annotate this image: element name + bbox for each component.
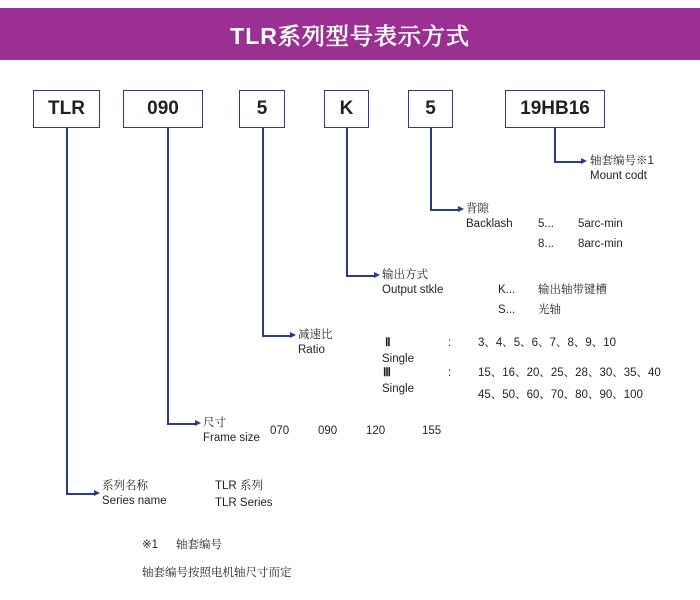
- leader-series-name-horizontal: [66, 493, 94, 495]
- leader-mount-code-horizontal: [554, 161, 581, 163]
- output-style-option-0-desc: 输出轴带键槽: [538, 284, 607, 296]
- leader-output-style-arrow: [374, 272, 380, 278]
- code-box-frame-size: [123, 90, 203, 128]
- code-box-mount-code-value: 19HB16: [520, 98, 590, 119]
- callout-ratio: [298, 328, 333, 358]
- leader-ratio-arrow: [290, 332, 296, 338]
- callout-frame-size-en: Frame size: [203, 432, 260, 444]
- ratio-row-1-values-line2: 45、50、60、70、80、90、100: [478, 389, 643, 401]
- ratio-row-0-colon: :: [448, 337, 452, 349]
- code-box-mount-code: [505, 90, 605, 128]
- backlash-option-1-desc: 8arc-min: [578, 238, 623, 250]
- callout-frame-size: [203, 416, 260, 446]
- frame-size-value-0: 070: [270, 425, 290, 437]
- code-box-ratio-value: 5: [256, 98, 268, 119]
- leader-mount-code-vertical: [554, 128, 556, 162]
- leader-frame-size-horizontal: [167, 423, 195, 425]
- footnote-line-1: 轴套编号: [176, 539, 222, 551]
- callout-series-name: [102, 479, 167, 509]
- code-box-frame-size-value: 090: [147, 98, 179, 119]
- footnote-marker: ※1: [142, 539, 159, 551]
- ratio-row-0-values: 3、4、5、6、7、8、9、10: [478, 337, 617, 349]
- code-box-output-style: [324, 90, 369, 128]
- leader-output-style-horizontal: [346, 275, 374, 277]
- series-name-value-en: TLR Series: [215, 497, 273, 509]
- leader-ratio-vertical: [262, 128, 264, 336]
- page-title: TLR系列型号表示方式: [230, 22, 470, 49]
- callout-backlash-cn: 背隙: [466, 203, 489, 215]
- page-title-bar: [0, 8, 700, 60]
- frame-size-value-3: 155: [422, 425, 442, 437]
- code-box-output-style-value: K: [339, 98, 354, 119]
- backlash-option-0-code: 5...: [538, 218, 554, 230]
- callout-output-style: [382, 268, 443, 298]
- leader-output-style-vertical: [346, 128, 348, 276]
- frame-size-value-2: 120: [366, 425, 386, 437]
- backlash-option-1-code: 8...: [538, 238, 554, 250]
- footnote-line-2: 轴套编号按照电机轴尺寸而定: [142, 567, 292, 579]
- code-box-backlash: [408, 90, 453, 128]
- backlash-option-0-desc: 5arc-min: [578, 218, 623, 230]
- leader-mount-code-arrow: [581, 158, 587, 164]
- leader-backlash-vertical: [430, 128, 432, 210]
- frame-size-value-1: 090: [318, 425, 338, 437]
- callout-ratio-cn: 减速比: [298, 329, 333, 341]
- callout-series-name-en: Series name: [102, 495, 167, 507]
- callout-backlash: [466, 202, 513, 232]
- leader-backlash-horizontal: [430, 209, 458, 211]
- callout-output-style-cn: 输出方式: [382, 269, 428, 281]
- output-style-option-1-desc: 光轴: [538, 304, 561, 316]
- ratio-row-0-stage-cn: Ⅱ: [385, 337, 391, 349]
- callout-frame-size-cn: 尺寸: [203, 417, 226, 429]
- ratio-row-0-stage-en: Single: [382, 353, 414, 365]
- leader-ratio-horizontal: [262, 335, 290, 337]
- callout-mount-code: [590, 154, 654, 184]
- callout-mount-code-en: Mount codt: [590, 170, 647, 182]
- ratio-row-1-stage-cn: Ⅲ: [383, 367, 391, 379]
- leader-series-name-vertical: [66, 128, 68, 494]
- callout-backlash-en: Backlash: [466, 218, 513, 230]
- ratio-row-1-colon: :: [448, 367, 452, 379]
- leader-backlash-arrow: [458, 206, 464, 212]
- leader-frame-size-vertical: [167, 128, 169, 424]
- callout-ratio-en: Ratio: [298, 344, 325, 356]
- callout-series-name-cn: 系列名称: [102, 480, 148, 492]
- code-box-ratio: [239, 90, 285, 128]
- output-style-option-0-code: K...: [498, 284, 516, 296]
- callout-output-style-en: Output stkle: [382, 284, 444, 296]
- leader-series-name-arrow: [94, 490, 100, 496]
- code-box-series-value: TLR: [48, 98, 85, 119]
- code-box-backlash-value: 5: [425, 98, 436, 119]
- series-name-value-cn: TLR 系列: [215, 480, 263, 492]
- callout-mount-code-cn: 轴套编号※1: [590, 155, 654, 167]
- leader-frame-size-arrow: [195, 420, 201, 426]
- ratio-row-1-stage-en: Single: [382, 383, 414, 395]
- code-box-series: [33, 90, 100, 128]
- output-style-option-1-code: S...: [498, 304, 516, 316]
- ratio-row-1-values-line1: 15、16、20、25、28、30、35、40: [478, 367, 661, 379]
